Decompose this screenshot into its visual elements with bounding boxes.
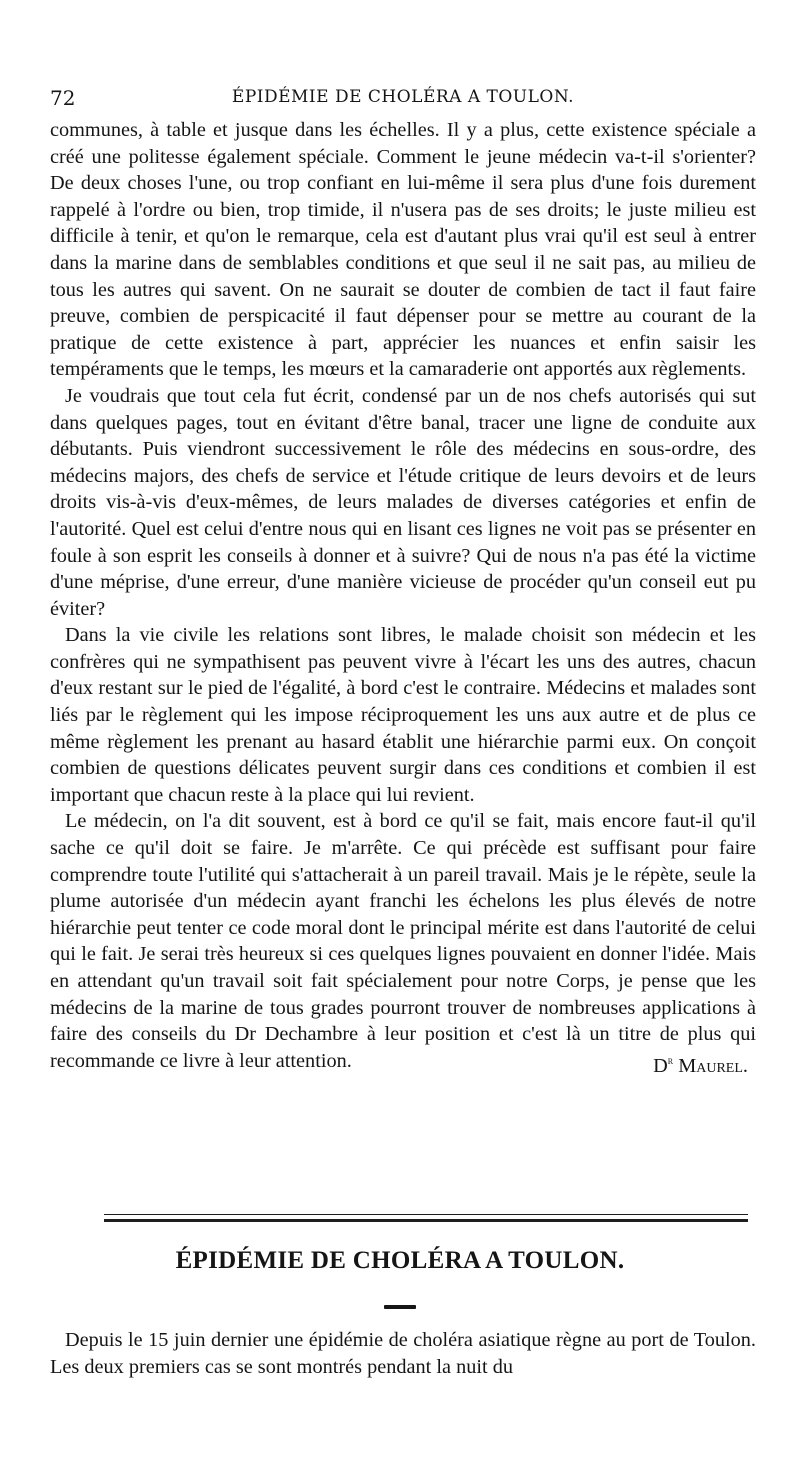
section-divider-thick [104, 1219, 748, 1222]
paragraph-final-text: Le médecin, on l'a dit souvent, est à bord ce qu'il se fait, mais encore faut-il qu'il sache ce qu'il doit se faire. Je m'arrête. Ce qui précède est suffisant pour faire comprendre toute l'utilité qui s'attacherait à un pareil travail. Mais je le répète, seule la plume autorisée d'un médecin ayant franchi les échelons les plus élevés de notre hiérarchie peut tenter ce code moral dont le principal mérite est dans l'autorité de celui qui le fait. Je serai très heureux si ces quelques lignes pouvaient en donner l'idée. Mais en attendant qu'un travail soit fait spécialement pour notre Corps, je pense que les médecins de la marine de tous grades pourront trouver de nombreuses applications à faire des conseils du Dr Dechambre à leur position et c'est là un titre de plus qui recommande ce livre à leur attention. [50, 810, 756, 1072]
page-number: 72 [50, 86, 76, 110]
signature-name: Maurel. [678, 1054, 748, 1077]
section-body [50, 1327, 756, 1380]
running-header [50, 86, 756, 112]
section-paragraph: Depuis le 15 juin dernier une épidémie de choléra asiatique règne au port de Toulon. Les deux premiers cas se sont montrés pendant la nuit du [50, 1329, 756, 1378]
paragraph: Dans la vie civile les relations sont libres, le malade choisit son médecin et les confrères qui ne sympathisent pas peuvent vivre à l'écart les uns des autres, chacun d'eux restant sur le pied de l'égalité, à bord c'est le contraire. Médecins et malades sont liés par le règlement qui les impose réciproquement les uns aux autre et de plus ce même règlement les prenant au hasard établit une hiérarchie parmi eux. On conçoit combien de questions délicates peuvent surgir dans ces conditions et combien il est important que chacun reste à la place qui lui revient. [50, 624, 756, 806]
section-divider-thin [104, 1214, 748, 1215]
article-body [50, 117, 756, 1079]
signature-prefix: D [653, 1054, 668, 1077]
signature-superscript: r [667, 1054, 674, 1067]
author-signature [638, 1048, 748, 1079]
paragraph: Je voudrais que tout cela fut écrit, condensé par un de nos chefs autorisés qui sut dans quelques pages, tout en évitant d'être banal, tracer une ligne de conduite aux débutants. Puis viendront successivement le rôle des médecins en sous-ordre, des médecins majors, des chefs de service et l'étude critique de leurs devoirs et de leurs droits vis-à-vis d'eux-mêmes, de leurs malades de diverses catégories et enfin de l'autorité. Quel est celui d'entre nous qui en lisant ces lignes ne voit pas se présenter en foule à son esprit les conseils à donner et à suivre? Qui de nous n'a pas été la victime d'une méprise, d'une erreur, d'une manière vicieuse de procéder qu'un conseil eut pu éviter? [50, 384, 756, 620]
paragraph-continued: communes, à table et jusque dans les échelles. Il y a plus, cette existence spéciale a créé une politesse également spéciale. Comment le jeune médecin va-t-il s'orienter? De deux choses l'une, ou trop confiant en lui-même il sera plus d'une fois durement rappelé à l'ordre ou bien, trop timide, il n'usera pas de ses droits; le juste milieu est difficile à tenir, et qu'on le remarque, cela est d'autant plus vrai qu'il est seul à entrer dans la marine dans de semblables conditions et que seul il ne sait pas, au milieu de tous les autres qui savent. On ne saurait se douter de combien de tact il faut faire preuve, combien de perspicacité il faut dépenser pour se mettre au courant de la pratique de cette existence à part, apprécier les nuances et enfin saisir les tempéraments que le temps, les mœurs et la camaraderie ont apportés aux règlements. [50, 119, 756, 381]
running-title: ÉPIDÉMIE DE CHOLÉRA A TOULON. [231, 87, 575, 107]
paragraph-final [50, 808, 756, 1077]
section-title: ÉPIDÉMIE DE CHOLÉRA A TOULON. [175, 1247, 625, 1274]
title-ornament [384, 1305, 416, 1309]
